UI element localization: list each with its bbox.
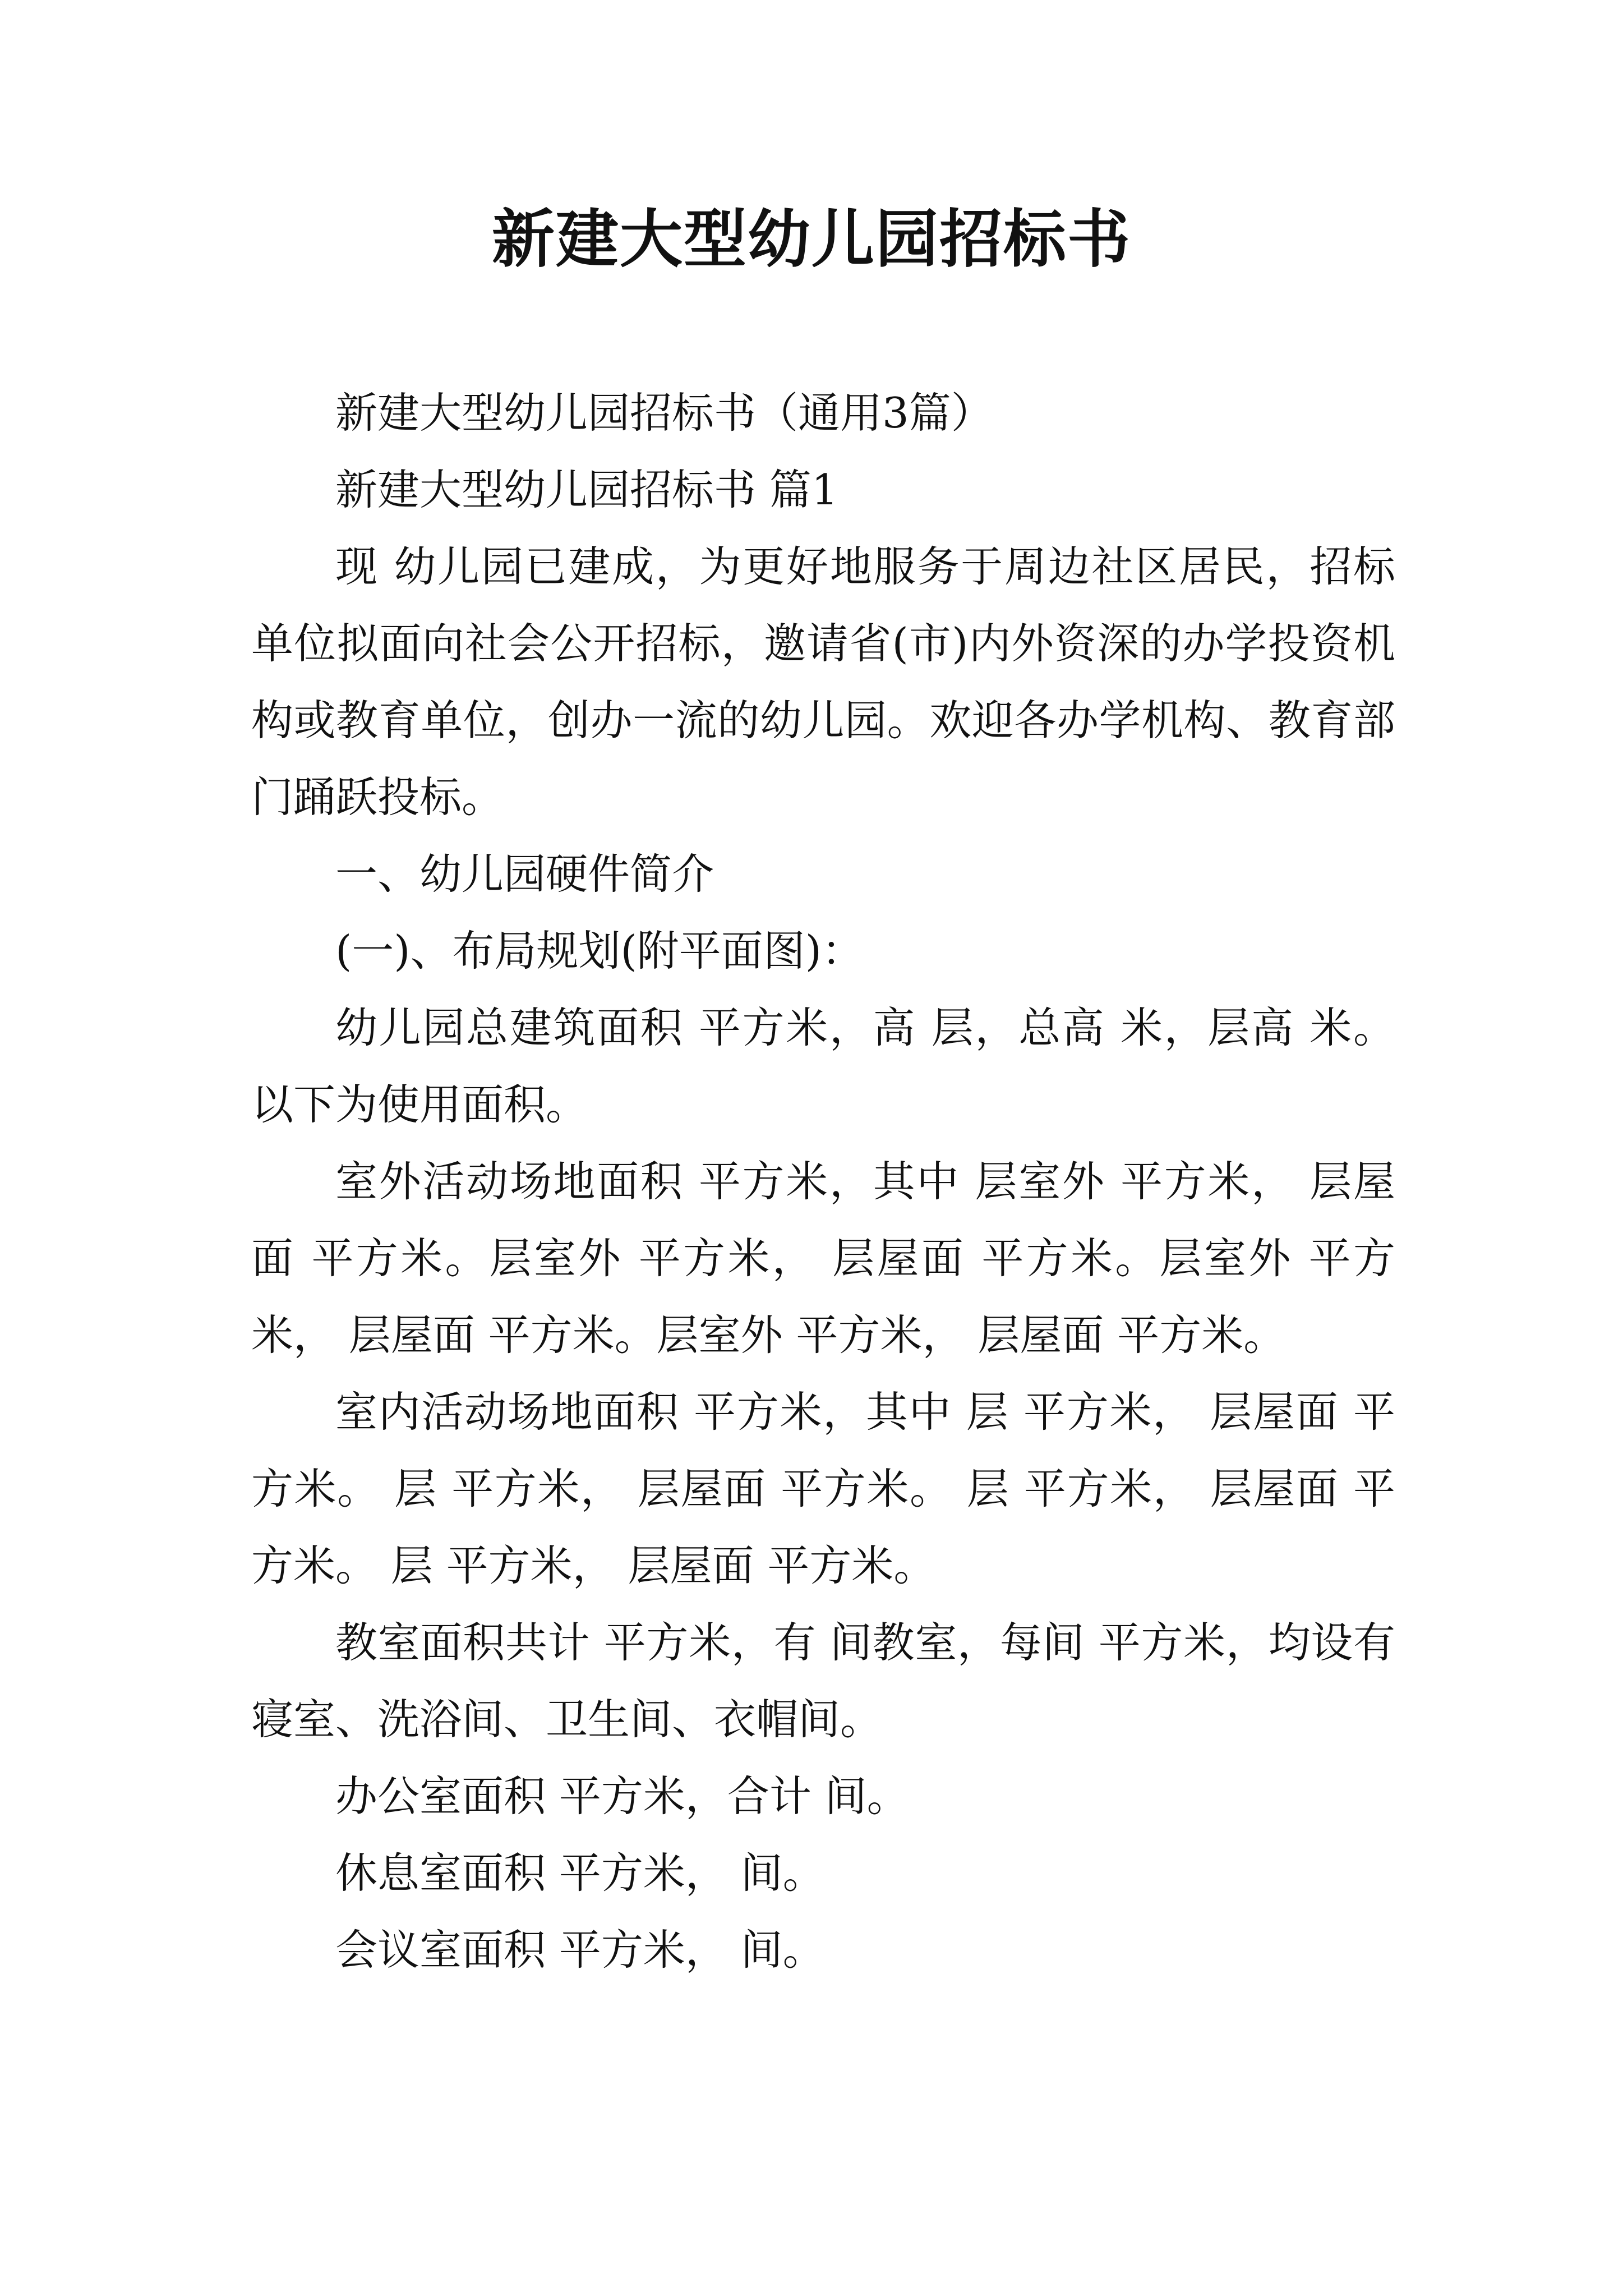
paragraph-office-area: 办公室面积 平方米，合计 间。	[335, 1772, 909, 1821]
paragraph-total-area: 幼儿园总建筑面积 平方米，高 层，总高 米，层高 米。以下为使用面积。	[251, 1003, 1395, 1129]
paragraph-heading-hardware: 一、幼儿园硬件简介	[335, 849, 714, 899]
paragraph-section-heading: 新建大型幼儿园招标书 篇1	[335, 465, 838, 514]
paragraph-indoor-area: 室内活动场地面积 平方米，其中 层 平方米， 层屋面 平方米。 层 平方米， 层屋面 平方米。 层 平方米， 层屋面 平方米。 层 平方米， 层屋面 平方米。	[251, 1387, 1395, 1590]
paragraph-outdoor-area: 室外活动场地面积 平方米，其中 层室外 平方米， 层屋面 平方米。层室外 平方米， 层屋面 平方米。层室外 平方米， 层屋面 平方米。层室外 平方米， 层屋面 平方米。	[251, 1157, 1395, 1360]
paragraph-classroom-area: 教室面积共计 平方米，有 间教室，每间 平方米，均设有寝室、洗浴间、卫生间、衣帽间。	[251, 1618, 1395, 1744]
document-body	[251, 375, 1395, 1989]
paragraph-intro: 现 幼儿园已建成，为更好地服务于周边社区居民，招标单位拟面向社会公开招标，邀请省(市)内外资深的办学投资机构或教育单位，创办一流的幼儿园。欢迎各办学机构、教育部门踊跃投标。	[251, 542, 1395, 822]
paragraph-meeting-room-area: 会议室面积 平方米， 间。	[335, 1925, 825, 1975]
paragraph-heading-layout: (一)、布局规划(附平面图)：	[335, 926, 864, 976]
document-title: 新建大型幼儿园招标书	[492, 203, 1131, 276]
paragraph-subtitle: 新建大型幼儿园招标书（通用3篇）	[335, 388, 993, 438]
paragraph-rest-room-area: 休息室面积 平方米， 间。	[335, 1848, 825, 1898]
